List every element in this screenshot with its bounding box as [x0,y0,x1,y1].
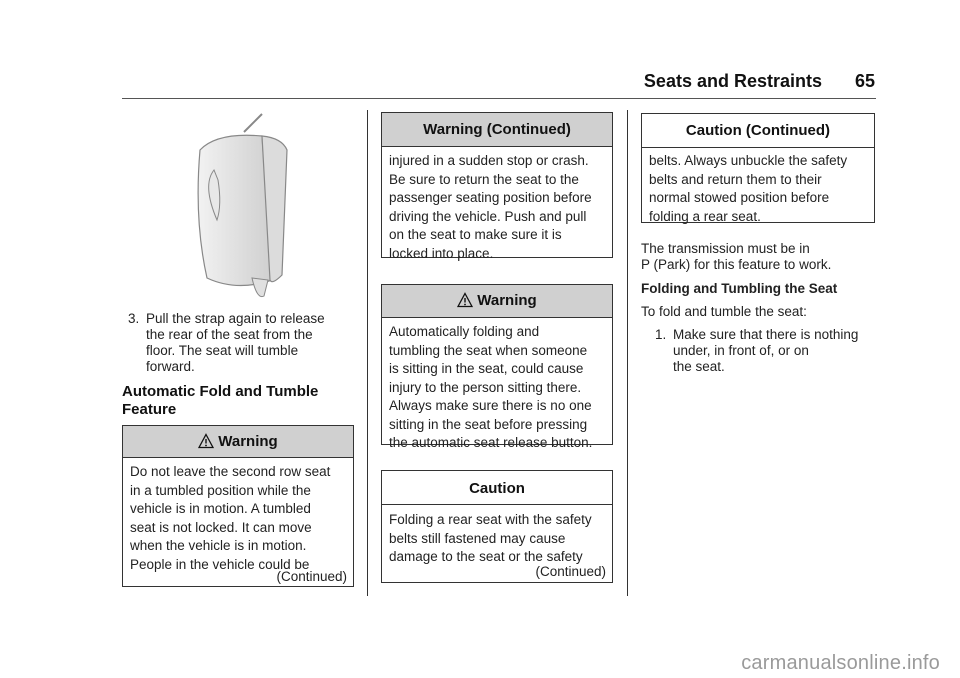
warning-continued-header: Warning (Continued) [382,113,612,147]
warning-text [130,463,347,574]
warning-continued-text [389,152,606,263]
warning-box [381,284,613,450]
step-3 [128,311,358,381]
procedure-subheading: Folding and Tumbling the Seat [641,281,838,296]
text-line: P (Park) for this feature to work. [641,257,832,272]
transmission-note [641,241,875,273]
text-line: is sitting in the seat, could cause [389,361,584,376]
step-line: forward. [146,359,195,374]
section-heading [122,383,318,419]
continued-label: (Continued) [276,569,347,584]
warning-triangle-icon [198,433,214,449]
text-line: belts. Always unbuckle the safety [649,153,848,168]
step-line: Make sure that there is nothing [673,327,859,342]
warning-box-header [382,285,612,318]
text-line: belts and return them to their [649,171,822,187]
step-line: floor. The seat will tumble [146,343,299,358]
heading-line: Feature [122,401,177,418]
heading-line: Automatic Fold and Tumble [122,383,319,400]
caution-text [389,511,606,567]
text-line: damage to the seat or the safety [389,549,583,564]
text-line: Folding a rear seat with the safety [389,512,592,527]
text-line: Automatically folding and [389,324,540,339]
warning-box-header [123,426,353,458]
text-line: passenger seating position before [389,190,592,205]
caution-continued-text [649,152,868,226]
step-text [673,327,858,375]
step-line: under, in front of, or on [673,343,809,358]
caution-continued-header: Caution (Continued) [642,114,874,148]
step-line: the rear of the seat from the [146,327,313,342]
step-number: 3. [128,311,140,326]
text-line: sitting in the seat before pressing [389,416,588,432]
warning-box [122,425,354,587]
section-title: Seats and Restraints [643,71,822,91]
site-watermark: carmanualsonline.info [741,652,940,674]
text-line: injury to the person sitting there. [389,379,582,395]
warning-title: Warning [218,433,278,450]
text-line: seat is not locked. It can move [130,519,312,535]
warning-continued-box [381,112,613,261]
text-line: locked into place. [389,245,494,261]
text-line: normal stowed position before [649,190,830,205]
step-1 [655,327,877,379]
warning-title: Warning [477,292,537,309]
text-line: driving the vehicle. Push and pull [389,208,587,224]
continued-label: (Continued) [535,564,606,579]
warning-triangle-icon [457,292,473,308]
text-line: Always make sure there is no one [389,398,592,413]
text-line: Do not leave the second row seat [130,464,331,479]
seat-tumble-illustration [122,110,354,305]
caution-box-header: Caution [382,471,612,505]
text-line: Be sure to return the seat to the [389,171,579,187]
procedure-intro: To fold and tumble the seat: [641,304,807,319]
text-line: when the vehicle is in motion. [130,538,307,553]
caution-continued-box [641,113,875,223]
text-line: The transmission must be in [641,241,810,256]
step-line: Pull the strap again to release [146,311,325,326]
text-line: tumbling the seat when someone [389,342,588,358]
text-line: in a tumbled position while the [130,482,311,498]
step-line: the seat. [673,359,725,374]
text-line: People in the vehicle could be [130,556,310,572]
text-line: folding a rear seat. [649,208,761,224]
text-line: the automatic seat release button. [389,435,593,450]
header-divider [122,98,876,99]
step-number: 1. [655,327,667,342]
column-divider-right [627,110,628,596]
page-number: 65 [854,71,875,91]
step-text [146,311,325,375]
text-line: vehicle is in motion. A tumbled [130,501,311,516]
text-line: on the seat to make sure it is [389,227,562,242]
caution-box [381,470,613,583]
text-line: belts still fastened may cause [389,530,566,546]
warning-text [389,323,606,453]
column-divider-left [367,110,368,596]
text-line: injured in a sudden stop or crash. [389,153,589,168]
